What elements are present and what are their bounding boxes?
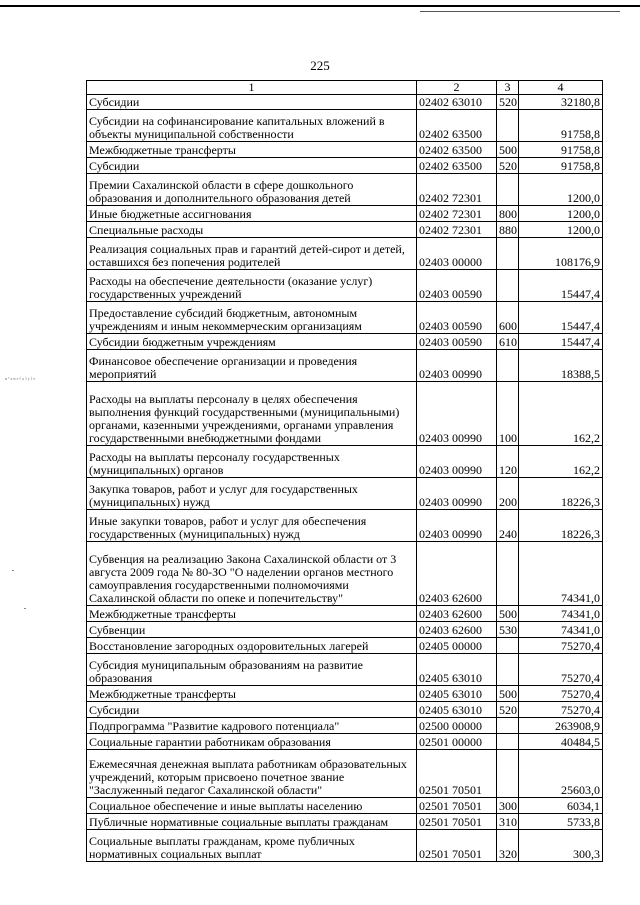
table-row — [87, 718, 603, 734]
row-amount-cell: 6034,1 — [519, 798, 603, 814]
row-amount-cell: 1200,0 — [519, 222, 603, 238]
table-row — [87, 510, 603, 542]
row-kind-cell: 530 — [497, 622, 519, 638]
row-kind-cell: 520 — [497, 702, 519, 718]
row-code-cell: 02402 72301 — [417, 206, 497, 222]
table-row — [87, 206, 603, 222]
row-code-cell: 02403 00990 — [417, 350, 497, 382]
row-name-cell: Социальные выплаты гражданам, кроме публичных нормативных социальных выплат — [87, 830, 417, 862]
margin-note: ⁿ'ᵃⁿᵉ⁽ᵃ⁾ʸ⁾ᵉ — [5, 376, 37, 384]
top-rule — [0, 5, 640, 7]
table-row — [87, 606, 603, 622]
row-amount-cell: 75270,4 — [519, 654, 603, 686]
row-name-cell: Иные бюджетные ассигнования — [87, 206, 417, 222]
row-amount-cell: 32180,8 — [519, 95, 603, 110]
row-code-cell: 02403 62600 — [417, 606, 497, 622]
row-name-cell: Межбюджетные трансферты — [87, 606, 417, 622]
row-name-cell: Восстановление загородных оздоровительных лагерей — [87, 638, 417, 654]
row-code-cell: 02405 63010 — [417, 686, 497, 702]
row-code-cell: 02501 70501 — [417, 798, 497, 814]
top-rule-short — [420, 11, 620, 12]
row-kind-cell — [497, 718, 519, 734]
page-number: 225 — [310, 58, 330, 73]
row-kind-cell — [497, 654, 519, 686]
row-kind-cell: 100 — [497, 382, 519, 446]
table-row — [87, 110, 603, 142]
row-name-cell: Субвенция на реализацию Закона Сахалинской области от 3 августа 2009 года № 80-ЗО "О наделении органов местного самоуправления государственными полномочиями Сахалинской области по опеке и попечительству" — [87, 542, 417, 606]
row-code-cell: 02405 63010 — [417, 702, 497, 718]
row-kind-cell — [497, 270, 519, 302]
row-code-cell: 02403 00590 — [417, 270, 497, 302]
table-row — [87, 654, 603, 686]
scan-speck — [12, 570, 14, 571]
table-row — [87, 734, 603, 750]
row-kind-cell: 300 — [497, 798, 519, 814]
row-code-cell: 02500 00000 — [417, 718, 497, 734]
row-code-cell: 02402 63500 — [417, 158, 497, 174]
row-kind-cell — [497, 638, 519, 654]
row-amount-cell: 75270,4 — [519, 686, 603, 702]
row-amount-cell: 108176,9 — [519, 238, 603, 270]
row-name-cell: Расходы на выплаты персоналу в целях обеспечения выполнения функций государственными (муниципальными) органами, казенными учреждениями, органами управления государственными внебюджетными фондами — [87, 382, 417, 446]
row-kind-cell: 500 — [497, 686, 519, 702]
row-kind-cell — [497, 238, 519, 270]
row-code-cell: 02501 70501 — [417, 830, 497, 862]
row-name-cell: Субсидии — [87, 702, 417, 718]
row-amount-cell: 91758,8 — [519, 142, 603, 158]
row-amount-cell: 5733,8 — [519, 814, 603, 830]
row-amount-cell: 18388,5 — [519, 350, 603, 382]
row-amount-cell: 75270,4 — [519, 638, 603, 654]
row-name-cell: Межбюджетные трансферты — [87, 686, 417, 702]
row-name-cell: Предоставление субсидий бюджетным, автономным учреждениям и иным некоммерческим организациям — [87, 302, 417, 334]
row-amount-cell: 91758,8 — [519, 110, 603, 142]
column-header: 2 — [417, 81, 497, 95]
row-name-cell: Специальные расходы — [87, 222, 417, 238]
table-row — [87, 638, 603, 654]
table-row — [87, 302, 603, 334]
row-kind-cell — [497, 110, 519, 142]
row-kind-cell — [497, 750, 519, 798]
row-kind-cell — [497, 350, 519, 382]
table-row — [87, 702, 603, 718]
row-name-cell: Финансовое обеспечение организации и проведения мероприятий — [87, 350, 417, 382]
row-name-cell: Расходы на обеспечение деятельности (оказание услуг) государственных учреждений — [87, 270, 417, 302]
row-amount-cell: 74341,0 — [519, 622, 603, 638]
row-code-cell: 02405 63010 — [417, 654, 497, 686]
row-code-cell: 02403 00990 — [417, 382, 497, 446]
row-name-cell: Субсидии бюджетным учреждениям — [87, 334, 417, 350]
table-row — [87, 382, 603, 446]
row-amount-cell: 74341,0 — [519, 606, 603, 622]
row-amount-cell: 40484,5 — [519, 734, 603, 750]
row-code-cell: 02402 63500 — [417, 142, 497, 158]
row-kind-cell: 320 — [497, 830, 519, 862]
row-amount-cell: 162,2 — [519, 446, 603, 478]
row-code-cell: 02403 00590 — [417, 334, 497, 350]
column-header: 1 — [87, 81, 417, 95]
row-name-cell: Публичные нормативные социальные выплаты гражданам — [87, 814, 417, 830]
table-row — [87, 830, 603, 862]
table-row — [87, 446, 603, 478]
row-amount-cell: 1200,0 — [519, 206, 603, 222]
table-row — [87, 270, 603, 302]
table-row — [87, 142, 603, 158]
row-amount-cell: 15447,4 — [519, 334, 603, 350]
row-code-cell: 02405 00000 — [417, 638, 497, 654]
row-name-cell: Премии Сахалинской области в сфере дошкольного образования и дополнительного образования детей — [87, 174, 417, 206]
column-header: 3 — [497, 81, 519, 95]
table-body — [87, 95, 603, 862]
row-amount-cell: 25603,0 — [519, 750, 603, 798]
row-kind-cell: 800 — [497, 206, 519, 222]
row-name-cell: Подпрограмма "Развитие кадрового потенциала" — [87, 718, 417, 734]
row-kind-cell — [497, 734, 519, 750]
row-name-cell: Субвенции — [87, 622, 417, 638]
row-code-cell: 02402 72301 — [417, 174, 497, 206]
row-amount-cell: 75270,4 — [519, 702, 603, 718]
row-code-cell: 02501 00000 — [417, 734, 497, 750]
row-amount-cell: 15447,4 — [519, 270, 603, 302]
table-header-row — [87, 81, 603, 95]
table-row — [87, 478, 603, 510]
row-code-cell: 02501 70501 — [417, 750, 497, 798]
table-row — [87, 158, 603, 174]
table-row — [87, 750, 603, 798]
row-name-cell: Ежемесячная денежная выплата работникам образовательных учреждений, которым присвоено почетное звание "Заслуженный педагог Сахалинской области" — [87, 750, 417, 798]
row-name-cell: Субсидии — [87, 158, 417, 174]
row-name-cell: Субсидии на софинансирование капитальных вложений в объекты муниципальной собственности — [87, 110, 417, 142]
row-code-cell: 02403 62600 — [417, 622, 497, 638]
budget-table — [86, 80, 603, 862]
row-code-cell: 02403 00990 — [417, 446, 497, 478]
row-amount-cell: 1200,0 — [519, 174, 603, 206]
row-code-cell: 02403 00990 — [417, 478, 497, 510]
row-amount-cell: 18226,3 — [519, 478, 603, 510]
row-kind-cell: 310 — [497, 814, 519, 830]
row-code-cell: 02402 72301 — [417, 222, 497, 238]
scan-speck — [24, 608, 26, 609]
table-row — [87, 334, 603, 350]
table-row — [87, 222, 603, 238]
table-row — [87, 622, 603, 638]
row-kind-cell: 880 — [497, 222, 519, 238]
row-kind-cell: 500 — [497, 606, 519, 622]
table-row — [87, 686, 603, 702]
column-header: 4 — [519, 81, 603, 95]
row-kind-cell — [497, 174, 519, 206]
table-row — [87, 238, 603, 270]
row-code-cell: 02403 00000 — [417, 238, 497, 270]
row-name-cell: Социальное обеспечение и иные выплаты населению — [87, 798, 417, 814]
row-name-cell: Расходы на выплаты персоналу государственных (муниципальных) органов — [87, 446, 417, 478]
row-kind-cell: 240 — [497, 510, 519, 542]
table-row — [87, 174, 603, 206]
row-amount-cell: 74341,0 — [519, 542, 603, 606]
row-kind-cell: 500 — [497, 142, 519, 158]
row-code-cell: 02403 62600 — [417, 542, 497, 606]
row-name-cell: Иные закупки товаров, работ и услуг для обеспечения государственных (муниципальных) нужд — [87, 510, 417, 542]
row-amount-cell: 15447,4 — [519, 302, 603, 334]
row-amount-cell: 162,2 — [519, 382, 603, 446]
row-amount-cell: 91758,8 — [519, 158, 603, 174]
table-row — [87, 350, 603, 382]
row-kind-cell: 520 — [497, 95, 519, 110]
row-kind-cell: 520 — [497, 158, 519, 174]
row-name-cell: Закупка товаров, работ и услуг для государственных (муниципальных) нужд — [87, 478, 417, 510]
row-code-cell: 02501 70501 — [417, 814, 497, 830]
row-name-cell: Социальные гарантии работникам образования — [87, 734, 417, 750]
row-name-cell: Реализация социальных прав и гарантий детей-сирот и детей, оставшихся без попечения родителей — [87, 238, 417, 270]
row-amount-cell: 300,3 — [519, 830, 603, 862]
table-row — [87, 814, 603, 830]
table-row — [87, 798, 603, 814]
row-name-cell: Субсидия муниципальным образованиям на развитие образования — [87, 654, 417, 686]
row-amount-cell: 18226,3 — [519, 510, 603, 542]
row-name-cell: Межбюджетные трансферты — [87, 142, 417, 158]
row-code-cell: 02402 63500 — [417, 110, 497, 142]
row-code-cell: 02403 00590 — [417, 302, 497, 334]
table-row — [87, 95, 603, 110]
row-kind-cell — [497, 542, 519, 606]
row-kind-cell: 120 — [497, 446, 519, 478]
row-kind-cell: 200 — [497, 478, 519, 510]
row-name-cell: Субсидии — [87, 95, 417, 110]
row-kind-cell: 610 — [497, 334, 519, 350]
table-row — [87, 542, 603, 606]
row-code-cell: 02403 00990 — [417, 510, 497, 542]
row-kind-cell: 600 — [497, 302, 519, 334]
row-code-cell: 02402 63010 — [417, 95, 497, 110]
row-amount-cell: 263908,9 — [519, 718, 603, 734]
